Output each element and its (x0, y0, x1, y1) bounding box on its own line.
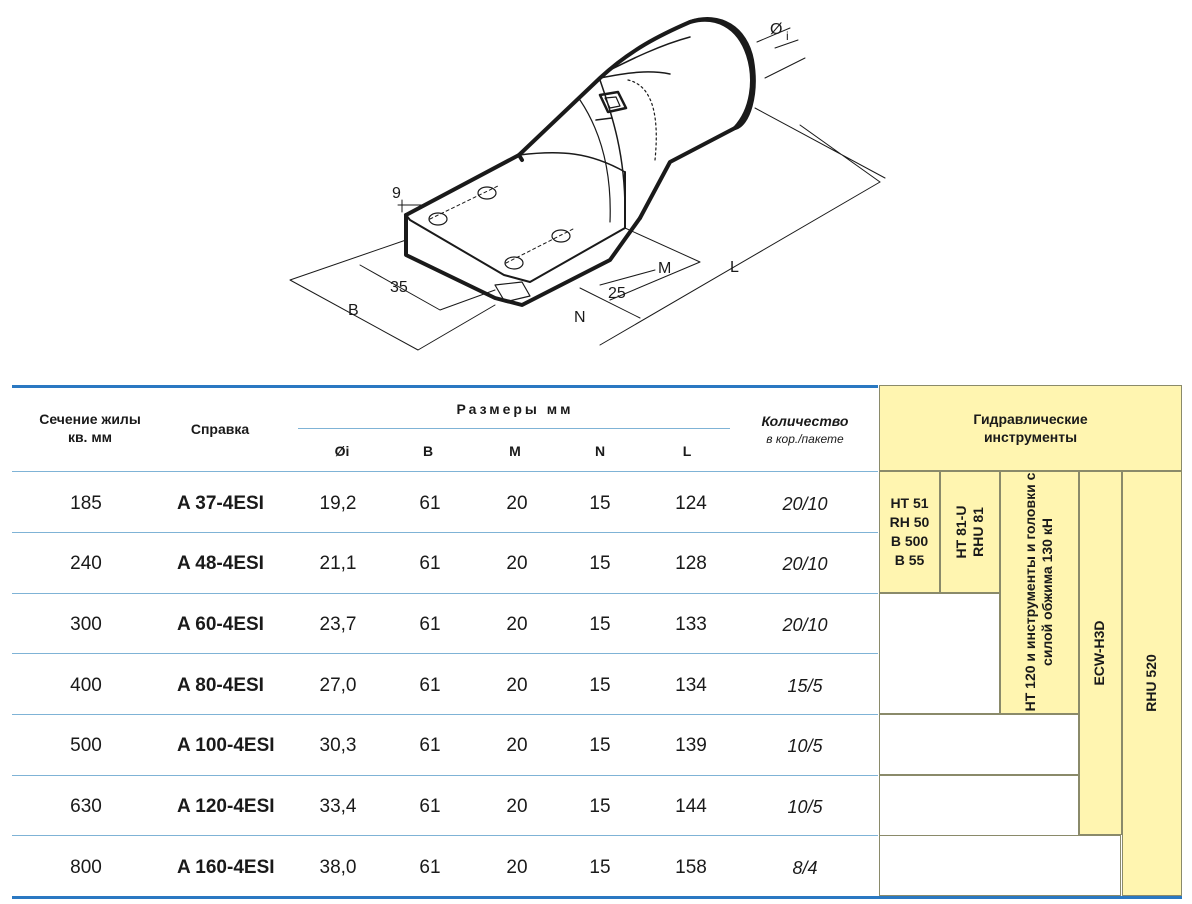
cell-m: 20 (506, 796, 528, 817)
header-col-n: N (594, 443, 606, 459)
header-tools: Гидравлические инструменты (973, 411, 1088, 445)
cell-n: 15 (589, 675, 611, 696)
cell-reference: A 120-4ESI (177, 796, 275, 817)
cell-quantity: 10/5 (787, 736, 823, 756)
row-rule (12, 532, 878, 533)
cell-m: 20 (506, 735, 528, 756)
cell-di: 27,0 (319, 675, 357, 696)
dim-phi-sub: i (786, 29, 789, 43)
cell-di: 33,4 (319, 796, 357, 817)
cell-quantity: 20/10 (782, 615, 828, 635)
row-rule (12, 835, 878, 836)
cell-section: 240 (70, 553, 102, 574)
cell-b: 61 (419, 735, 441, 756)
cell-section: 185 (70, 493, 102, 514)
header-col-l: L (682, 443, 692, 459)
cell-b: 61 (419, 796, 441, 817)
cell-b: 61 (419, 493, 441, 514)
tools-blank-cell (879, 714, 1079, 775)
header-col-m: M (509, 443, 521, 459)
table-bottom-rule (12, 896, 1182, 899)
cell-l: 139 (675, 735, 707, 756)
cell-section: 800 (70, 857, 102, 878)
row-rule (12, 775, 878, 776)
cell-n: 15 (589, 614, 611, 635)
cell-n: 15 (589, 493, 611, 514)
dim-m-label: M (658, 260, 672, 277)
cell-reference: A 48-4ESI (177, 553, 264, 574)
cell-section: 500 (70, 735, 102, 756)
row-rule (12, 714, 878, 715)
dim-l-label: L (730, 259, 739, 276)
cell-reference: A 80-4ESI (177, 675, 264, 696)
cell-quantity: 10/5 (787, 797, 823, 817)
tools-blank-cell (879, 835, 1121, 896)
cell-quantity: 20/10 (782, 554, 828, 574)
dim-9-label: 9 (392, 185, 401, 202)
cell-section: 630 (70, 796, 102, 817)
dim-35-label: 35 (390, 279, 408, 296)
header-section: Сечение жилы кв. мм (39, 411, 141, 445)
header-reference: Справка (190, 421, 250, 437)
cell-reference: A 160-4ESI (177, 857, 275, 878)
cell-l: 124 (675, 493, 707, 514)
cell-l: 134 (675, 675, 707, 696)
dim-phi-label: Ø (770, 21, 783, 38)
cell-n: 15 (589, 796, 611, 817)
cell-l: 128 (675, 553, 707, 574)
cell-l: 144 (675, 796, 707, 817)
header-dimensions: Размеры мм (456, 401, 574, 417)
cell-b: 61 (419, 857, 441, 878)
cable-lug-drawing (0, 0, 1192, 380)
cell-quantity: 8/4 (792, 858, 818, 878)
header-col-b: B (422, 443, 434, 459)
cell-di: 23,7 (319, 614, 357, 635)
cell-b: 61 (419, 675, 441, 696)
header-col-di: Øi (334, 443, 350, 459)
dim-n-label: N (574, 309, 586, 326)
cell-n: 15 (589, 857, 611, 878)
row-rule (12, 593, 878, 594)
header-quantity: Количество (761, 413, 849, 429)
cell-quantity: 15/5 (787, 676, 823, 696)
dimensions-rule (298, 428, 730, 429)
cell-m: 20 (506, 553, 528, 574)
cell-l: 158 (675, 857, 707, 878)
row-rule (12, 653, 878, 654)
tool-group-2-label: HT 81-U RHU 81 (953, 505, 986, 559)
cell-m: 20 (506, 675, 528, 696)
tool-group-5-label: RHU 520 (1143, 654, 1159, 712)
cell-b: 61 (419, 553, 441, 574)
dim-b-label: B (348, 302, 359, 319)
cell-b: 61 (419, 614, 441, 635)
cell-section: 400 (70, 675, 102, 696)
table-top-rule (12, 385, 878, 388)
cell-di: 38,0 (319, 857, 357, 878)
header-quantity-sub: в кор./пакете (766, 432, 844, 446)
tool-group-1-label: HT 51 RH 50 B 500 B 55 (889, 495, 930, 568)
tool-group-3-label: HT 120 и инструменты и головки с силой обжима 130 кН (1022, 472, 1055, 712)
header-row-rule (12, 471, 878, 472)
cell-di: 21,1 (319, 553, 357, 574)
cell-di: 30,3 (319, 735, 357, 756)
dim-25-label: 25 (608, 285, 626, 302)
cell-l: 133 (675, 614, 707, 635)
cell-reference: A 60-4ESI (177, 614, 264, 635)
tools-blank-cell (879, 775, 1079, 836)
cell-quantity: 20/10 (782, 494, 828, 514)
tool-group-4-label: ECW-H3D (1091, 620, 1107, 686)
cell-n: 15 (589, 735, 611, 756)
cell-reference: A 37-4ESI (177, 493, 264, 514)
cell-m: 20 (506, 857, 528, 878)
cell-m: 20 (506, 493, 528, 514)
cell-n: 15 (589, 553, 611, 574)
cell-di: 19,2 (319, 493, 357, 514)
cell-reference: A 100-4ESI (177, 735, 275, 756)
tools-blank-cell (879, 593, 1000, 714)
cell-section: 300 (70, 614, 102, 635)
cell-m: 20 (506, 614, 528, 635)
